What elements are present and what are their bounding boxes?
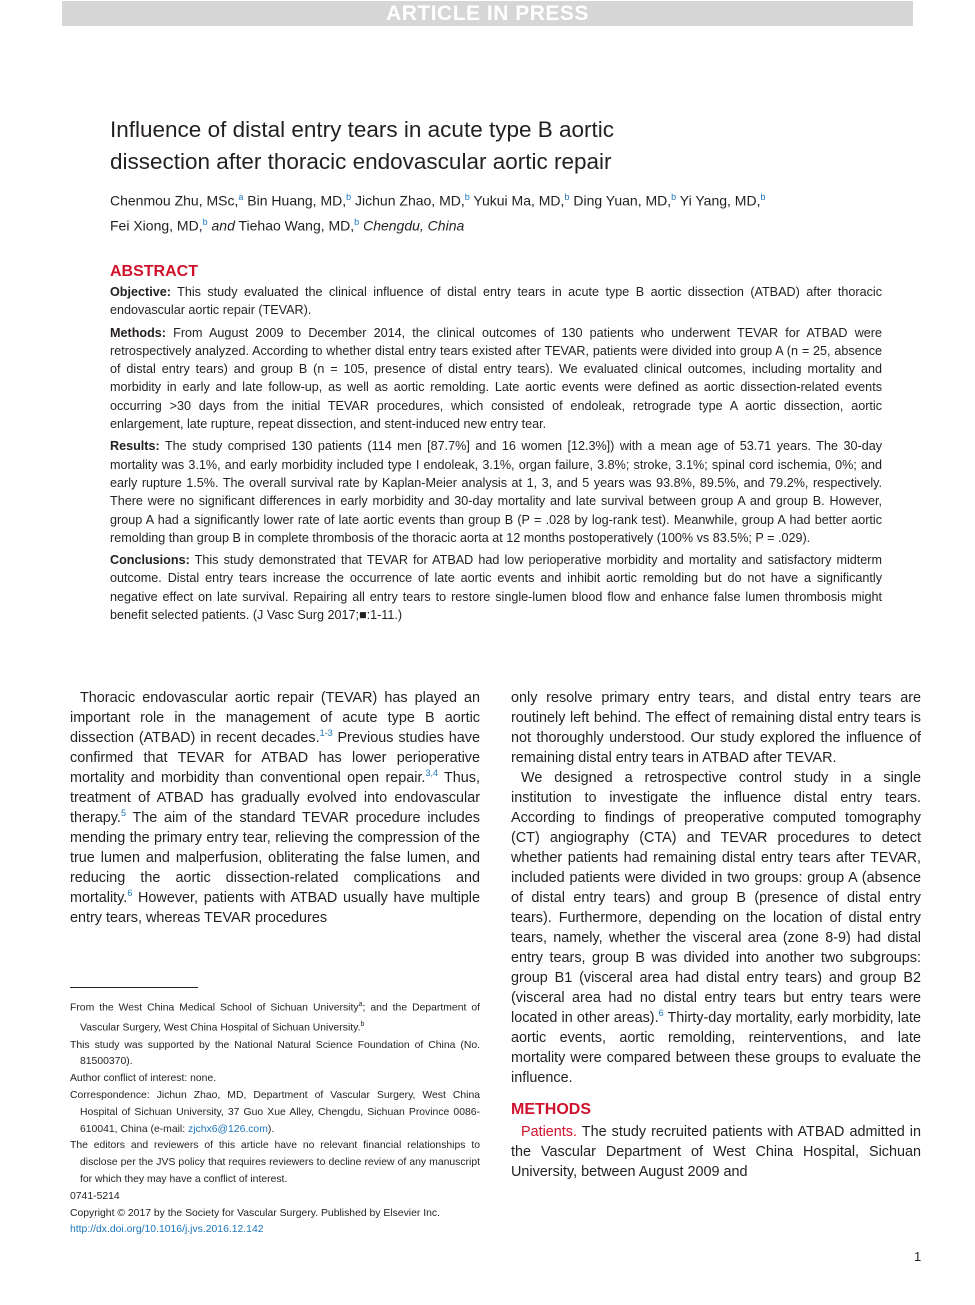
methods-text: From August 2009 to December 2014, the clinical outcomes of 130 patients who underwent TEVAR for ATBAD were retrospectively analyzed. According to whether distal entry tears existed after TEVAR, patients were divided into group A (n = 25, absence of distal entry tears) and group B (n = 105, presence of distal entry tears). We evaluated clinical outcomes, including mortality and morbidity in early and late follow-up, as well as aortic remolding. Late aortic events were defined as aortic dissection-related events occurring >30 days from the initial TEVAR procedures, which consisted of endoleak, retrograde type A aortic dissection, aortic enlargement, late rupture, repeat dissection, and stent-induced new entry tear. — [110, 325, 882, 432]
footnote-editors: The editors and reviewers of this article have no relevant financial relationships to disclose per the JVS policy that requires reviewers to decline review of any manuscript for which they may have a conflict of interest. — [70, 1140, 480, 1185]
footnotes — [70, 997, 480, 1239]
footnote-affiliations — [70, 997, 480, 1038]
objective-label: Objective: — [110, 285, 171, 299]
footnote-conflict: Author conflict of interest: none. — [70, 1073, 217, 1085]
author: Jichun Zhao, MD, — [351, 192, 465, 209]
affiliation-mark[interactable]: b — [464, 192, 470, 202]
affiliation-mark[interactable]: b — [346, 192, 352, 202]
citation-link[interactable]: 6 — [658, 1008, 664, 1019]
abstract-heading: ABSTRACT — [110, 263, 198, 280]
text: The study recruited patients with ATBAD admitted in the Vascular Department of West China Hospital, Sichuan University, between August 2009 and — [511, 1124, 921, 1180]
author: Ding Yuan, MD, — [569, 192, 672, 209]
paragraph — [511, 1122, 921, 1182]
author: Chenmou Zhu, MSc, — [110, 192, 239, 209]
text: ; and the Department of Vascular Surgery, West China Hospital of Sichuan University. — [80, 1002, 481, 1034]
abstract-methods — [110, 324, 882, 434]
author: Yukui Ma, MD, — [469, 192, 565, 209]
author-line-2 — [110, 212, 890, 237]
methods-label: Methods: — [110, 325, 166, 340]
body-right-column — [511, 688, 921, 1182]
paragraph: only resolve primary entry tears, and distal entry tears are routinely left behind. The effect of remaining distal entry tears is not thoroughly understood. Our study explored the influence of remaining distal entry tears in ATBAD after TEVAR. — [511, 690, 921, 766]
title-line-1: Influence of distal entry tears in acute type B aortic — [110, 117, 615, 142]
affiliation-mark[interactable]: b — [671, 192, 677, 202]
affiliation-mark: b — [360, 1021, 365, 1029]
abstract-objective — [110, 283, 882, 320]
title-line-2: dissection after thoracic endovascular aortic repair — [110, 149, 612, 174]
citation-link[interactable]: 3,4 — [425, 768, 438, 779]
citation-link[interactable]: 5 — [120, 808, 126, 819]
paragraph — [511, 768, 921, 1088]
footnote-support: This study was supported by the National Natural Science Foundation of China (No. 81500370). — [70, 1039, 480, 1068]
affiliation-mark[interactable]: b — [202, 216, 208, 227]
author: Fei Xiong, MD, — [110, 217, 203, 234]
text: ). — [267, 1123, 275, 1135]
text: Correspondence: Jichun Zhao, MD, Department of Vascular Surgery, West China Hospital of Sichuan University, 37 Guo Xue Alley, Chengdu, Sichuan Province 0086-610041, China (e-mail: — [70, 1089, 480, 1135]
affiliation-mark[interactable]: b — [354, 216, 360, 227]
footnote-correspondence — [70, 1088, 480, 1138]
doi-link[interactable]: http://dx.doi.org/10.1016/j.jvs.2016.12.142 — [70, 1224, 264, 1236]
citation-link[interactable]: 6 — [127, 888, 133, 899]
page-number: 1 — [914, 1249, 922, 1264]
results-text: The study comprised 130 patients (114 men [87.7%] and 16 women [12.3%]) with a mean age of 53.71 years. The 30-day mortality was 3.1%, and early morbidity included type I endoleak, 3.1%, organ failure, 3.8%; stroke, 3.1%; spinal cord ischemia, 0%; and early rupture 1.5%. The overall survival rate by Kaplan-Meier analysis at 1, 3, and 5 years was 93.8%, 89.5%, and 79.2%, respectively. There were no significant differences in early morbidity and 30-day mortality and late survival between group A and group B. However, group A had a significantly lower rate of late aortic events than group B (P = .028 by log-rank test). Meanwhile, group A had better aortic remolding than group B in complete thrombosis of the thoracic aorta at 12 months postoperatively (100% vs 83.5%; P = .029). — [110, 439, 882, 545]
text: Thirty-day mortality, early morbidity, late aortic events, aortic remolding, reinterventions, and late mortality were compared between these groups to evaluate the influence. — [511, 1010, 921, 1086]
affiliation-mark[interactable]: b — [760, 192, 766, 202]
text: Thus, treatment of ATBAD has gradually evolved into endovascular therapy. — [70, 770, 480, 826]
and-word: and — [211, 217, 235, 234]
author-list — [110, 187, 890, 236]
article-title — [110, 114, 810, 178]
methods-heading: METHODS — [511, 1101, 591, 1118]
affiliation-mark[interactable]: a — [238, 192, 244, 202]
affiliation-mark: a — [358, 1001, 363, 1008]
author: Tiehao Wang, MD, — [238, 217, 355, 234]
text: Thoracic endovascular aortic repair (TEVAR) has played an important role in the management of acute type B aortic dissection (ATBAD) in recent decades. — [70, 690, 480, 746]
intro-paragraph — [70, 688, 480, 928]
author-line-1 — [110, 187, 890, 212]
results-label: Results: — [110, 439, 160, 454]
patients-subheading: Patients. — [521, 1124, 577, 1140]
affiliation-mark[interactable]: b — [564, 192, 570, 202]
text: Previous studies have confirmed that TEVAR for ATBAD has lower perioperative mortality and morbidity than conventional open repair. — [70, 730, 480, 786]
abstract-conclusions — [110, 551, 882, 624]
objective-text: This study evaluated the clinical influence of distal entry tears in acute type B aortic dissection (ATBAD) after thoracic endovascular aortic repair (TEVAR). — [110, 285, 882, 318]
article-in-press-banner: ARTICLE IN PRESS — [62, 1, 913, 26]
text: The aim of the standard TEVAR procedure includes mending the primary entry tear, relieving the compression of the true lumen and malperfusion, obliterating the false lumen, and reducing the aortic dissection-related complications and mortality. — [70, 810, 480, 906]
text: From the West China Medical School of Sichuan University — [70, 1002, 359, 1014]
location: Chengdu, China — [363, 217, 465, 234]
citation-link[interactable]: 1-3 — [319, 728, 333, 739]
text: We designed a retrospective control study in a single institution to investigate the influence distal entry tears. According to findings of preoperative computed tomography (CT) angiography (CTA) and TEVAR procedures to detect whether patients had remaining distal entry tears after TEVAR, included patients were divided in two groups: group A (absence of distal entry tears) and group B (presence of distal entry tears). Furthermore, depending on the location of distal entry tears, namely, whether the visceral area (zone 8-9) had distal entry tears, group B was divided into another two subgroups: group B1 (visceral area had distal entry tears) and group B2 (visceral area had no distal entry tears but entry tears were located in other areas). — [511, 770, 921, 1026]
footnote-issn: 0741-5214 — [70, 1190, 120, 1202]
conclusions-text: This study demonstrated that TEVAR for ATBAD had low perioperative morbidity and mortality and satisfactory midterm outcome. Distal entry tears increase the occurrence of late aortic events and inhibit aortic remolding but do not have a significantly negative effect on late survival. Repairing all entry tears to restore single-lumen blood flow and enhance false lumen thrombosis might benefit selected patients. (J Vasc Surg 2017;■:1-11.) — [110, 553, 882, 623]
text: However, patients with ATBAD usually have multiple entry tears, whereas TEVAR procedures — [70, 890, 480, 926]
author: Bin Huang, MD, — [243, 192, 347, 209]
footnote-copyright: Copyright © 2017 by the Society for Vascular Surgery. Published by Elsevier Inc. — [70, 1207, 440, 1219]
email-link[interactable]: zjchx6@126.com — [188, 1123, 268, 1135]
author: Yi Yang, MD, — [676, 192, 761, 209]
body-left-column — [70, 688, 480, 928]
footnote-divider — [70, 987, 198, 988]
abstract-results — [110, 437, 882, 547]
abstract — [110, 283, 882, 628]
conclusions-label: Conclusions: — [110, 553, 190, 568]
